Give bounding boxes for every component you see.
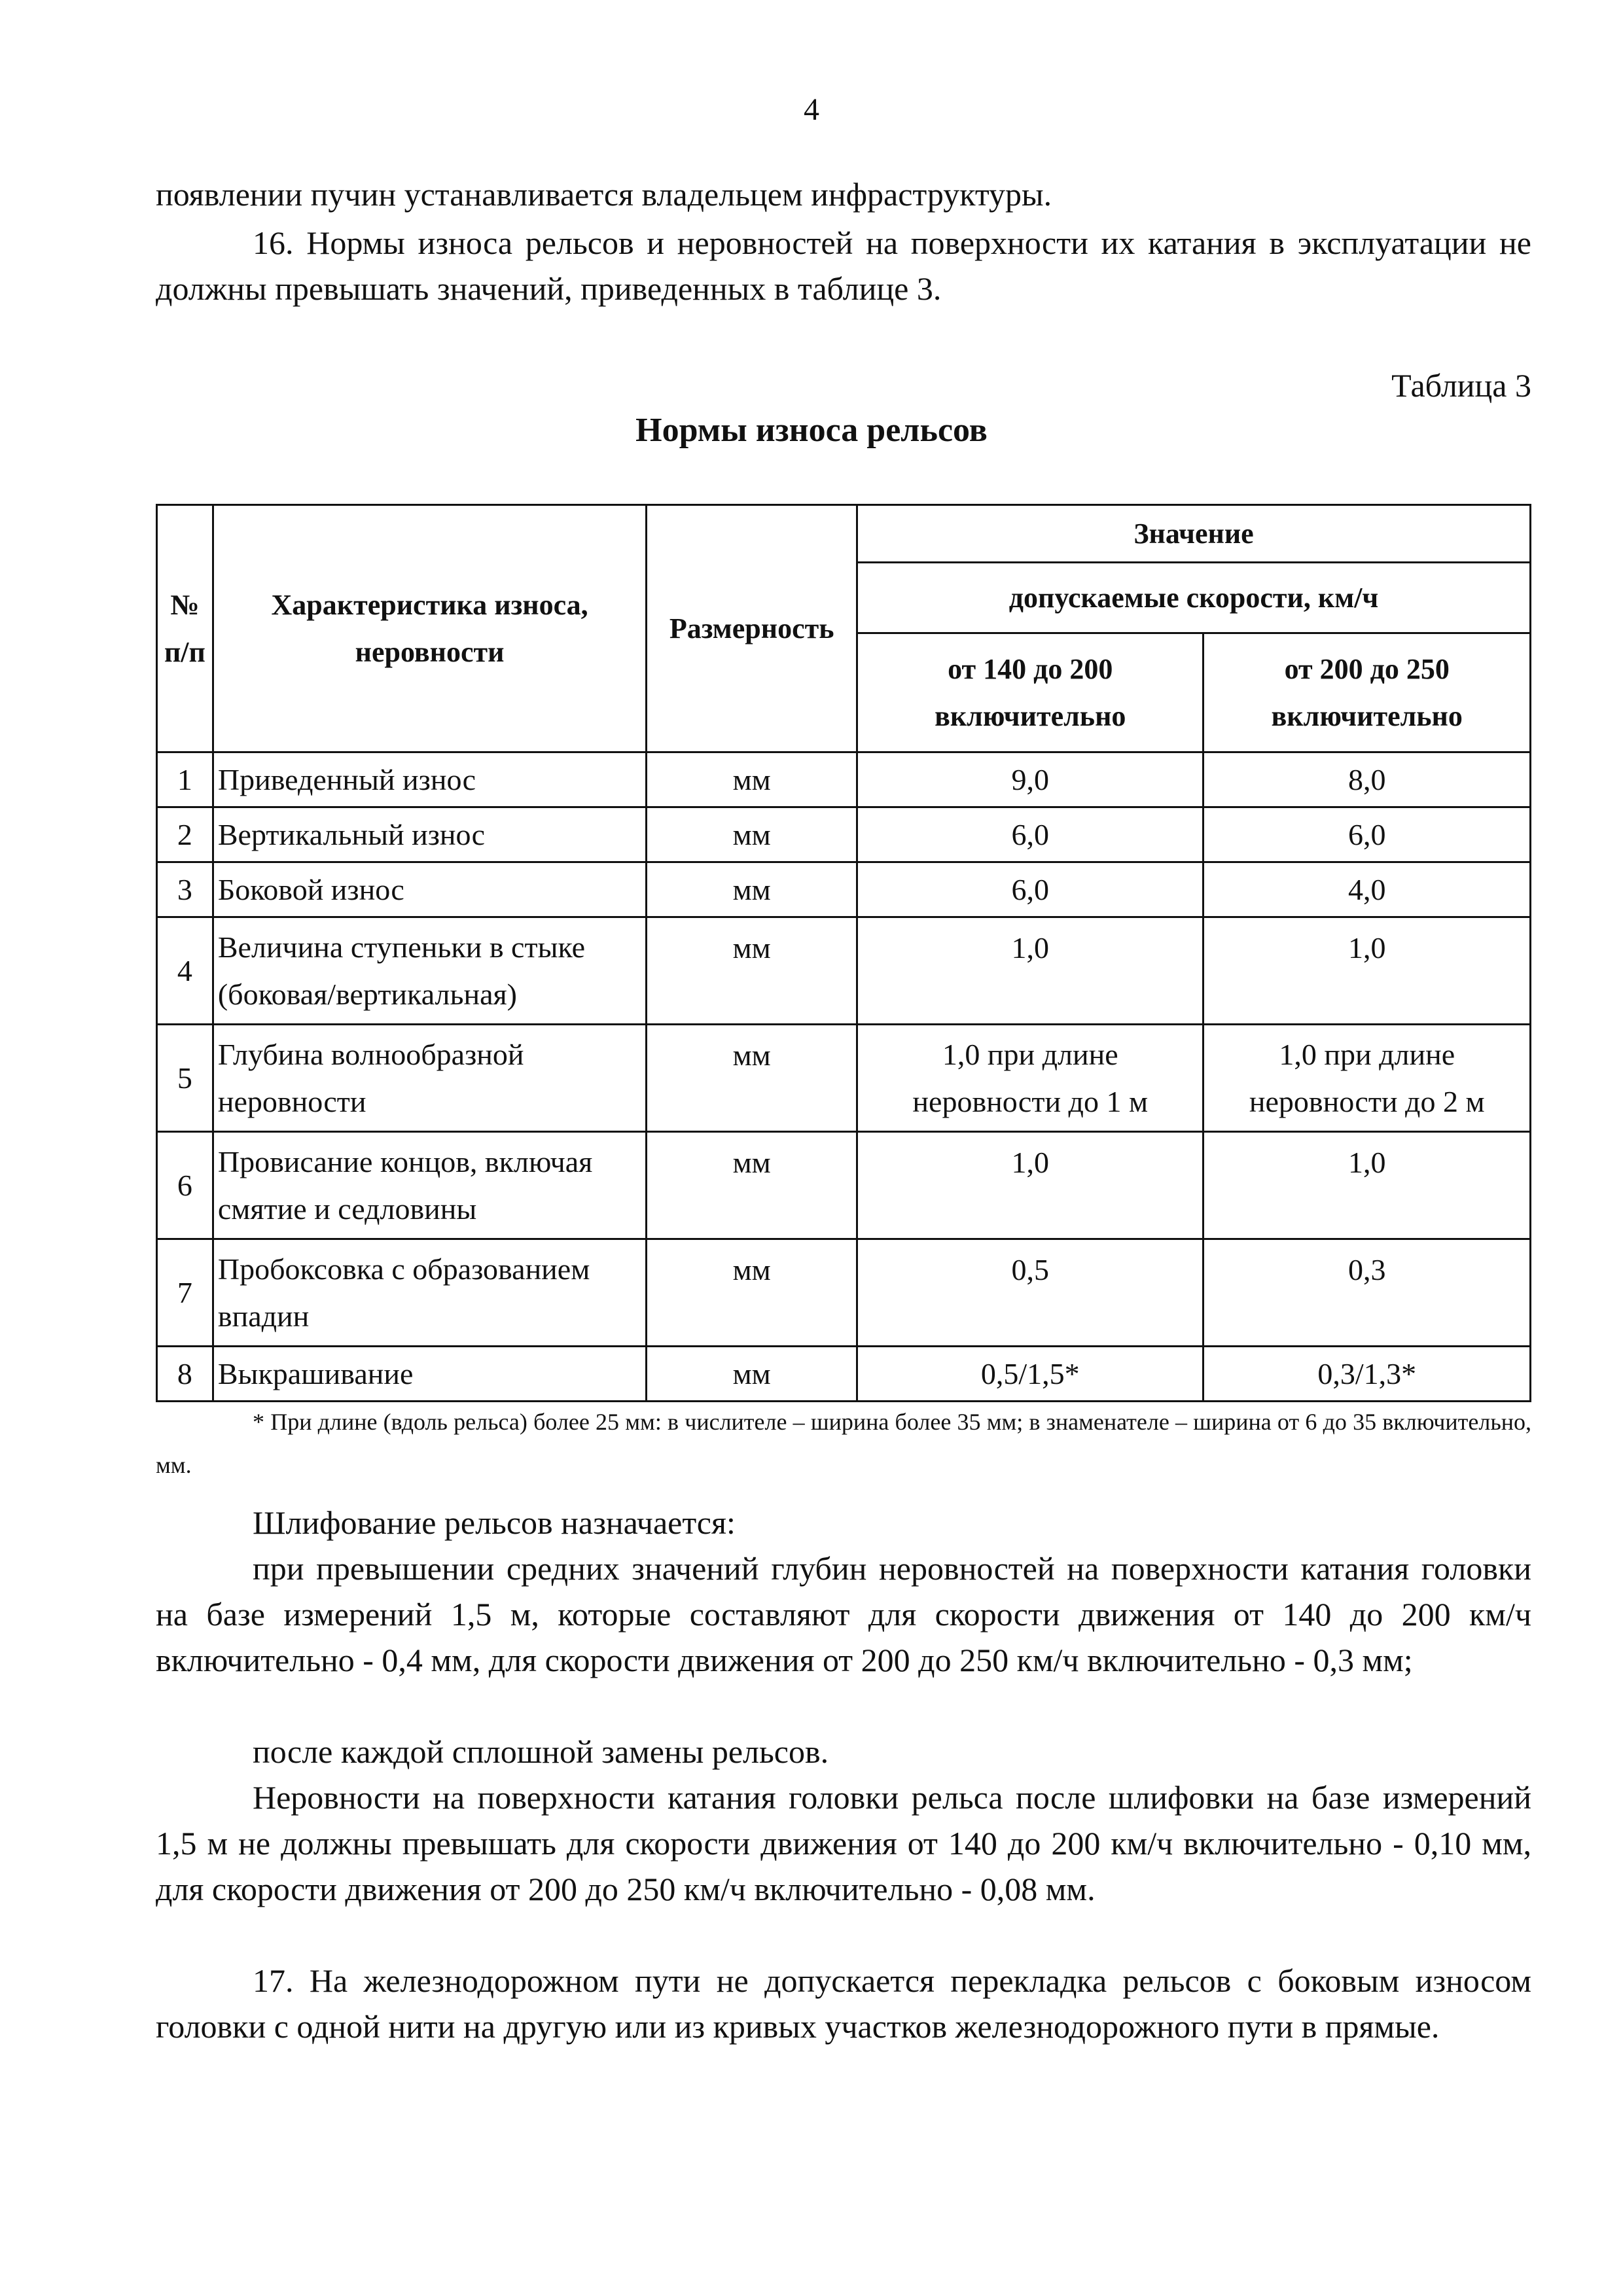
row-value-200-250: 0,3 [1204, 1239, 1531, 1347]
header-value: Значение [857, 505, 1531, 563]
row-characteristic: Выкрашивание [213, 1347, 646, 1402]
table-row [157, 1132, 1531, 1239]
row-characteristic: Приведенный износ [213, 752, 646, 807]
grinding-condition-2: после каждой сплошной замены рельсов. [253, 1733, 829, 1770]
header-speed-140-200: от 140 до 200 включительно [857, 633, 1204, 752]
row-num: 3 [157, 862, 213, 917]
row-value-140-200: 6,0 [857, 862, 1204, 917]
row-value-200-250: 8,0 [1204, 752, 1531, 807]
row-value-200-250: 4,0 [1204, 862, 1531, 917]
row-value-200-250: 6,0 [1204, 807, 1531, 862]
row-value-200-250: 1,0 [1204, 917, 1531, 1025]
row-unit: мм [647, 1347, 857, 1402]
row-unit: мм [647, 1025, 857, 1132]
page-number: 4 [804, 92, 819, 127]
table-header-row [157, 505, 1531, 563]
paragraph-16: 16. Нормы износа рельсов и неровностей на поверхности их катания в эксплуатации не должны превышать значений, приведенных в таблице 3. [156, 224, 1531, 307]
after-grinding-paragraph: Неровности на поверхности катания головки рельса после шлифовки на базе измерений 1,5 м не должны превышать для скорости движения от 140 до 200 км/ч включительно - 0,10 мм, для скорости движения от 200 до 250 км/ч включительно - 0,08 мм. [156, 1779, 1531, 1907]
header-speed-200-250: от 200 до 250 включительно [1204, 633, 1531, 752]
row-value-200-250: 0,3/1,3* [1204, 1347, 1531, 1402]
table-title: Нормы износа рельсов [635, 412, 988, 449]
row-value-200-250: 1,0 [1204, 1132, 1531, 1239]
table-footnote: * При длине (вдоль рельса) более 25 мм: в числителе – ширина более 35 мм; в знаменателе – ширина от 6 до 35 включительно, мм. [156, 1409, 1531, 1478]
header-num: № п/п [157, 505, 213, 752]
row-value-140-200: 0,5 [857, 1239, 1204, 1347]
table-row [157, 917, 1531, 1025]
row-value-200-250: 1,0 при длине неровности до 2 м [1204, 1025, 1531, 1132]
row-value-140-200: 6,0 [857, 807, 1204, 862]
row-characteristic: Вертикальный износ [213, 807, 646, 862]
header-speeds: допускаемые скорости, км/ч [857, 563, 1531, 633]
header-characteristic: Характеристика износа, неровности [213, 505, 646, 752]
row-num: 6 [157, 1132, 213, 1239]
row-unit: мм [647, 917, 857, 1025]
table-row [157, 1347, 1531, 1402]
row-unit: мм [647, 807, 857, 862]
row-characteristic: Величина ступеньки в стыке (боковая/вертикальная) [213, 917, 646, 1025]
row-characteristic: Пробоксовка с образованием впадин [213, 1239, 646, 1347]
row-characteristic: Боковой износ [213, 862, 646, 917]
intro-line: появлении пучин устанавливается владельцем инфраструктуры. [156, 176, 1052, 213]
row-value-140-200: 0,5/1,5* [857, 1347, 1204, 1402]
table-label: Таблица 3 [1391, 367, 1531, 404]
table-row [157, 752, 1531, 807]
row-unit: мм [647, 1132, 857, 1239]
row-num: 1 [157, 752, 213, 807]
row-value-140-200: 1,0 [857, 917, 1204, 1025]
table-row [157, 1025, 1531, 1132]
row-value-140-200: 9,0 [857, 752, 1204, 807]
row-num: 2 [157, 807, 213, 862]
row-value-140-200: 1,0 [857, 1132, 1204, 1239]
row-characteristic: Глубина волнообразной неровности [213, 1025, 646, 1132]
row-characteristic: Провисание концов, включая смятие и седловины [213, 1132, 646, 1239]
row-unit: мм [647, 752, 857, 807]
row-num: 8 [157, 1347, 213, 1402]
row-num: 7 [157, 1239, 213, 1347]
row-num: 4 [157, 917, 213, 1025]
row-value-140-200: 1,0 при длине неровности до 1 м [857, 1025, 1204, 1132]
row-unit: мм [647, 862, 857, 917]
header-unit: Размерность [647, 505, 857, 752]
wear-norms-table [156, 504, 1531, 1402]
row-num: 5 [157, 1025, 213, 1132]
table-row [157, 862, 1531, 917]
grinding-intro: Шлифование рельсов назначается: [253, 1504, 736, 1541]
grinding-condition-1: при превышении средних значений глубин неровностей на поверхности катания головки на базе измерений 1,5 м, которые составляют для скорости движения от 140 до 200 км/ч включительно - 0,4 мм, для скорости движения от 200 до 250 км/ч включительно - 0,3 мм; [156, 1550, 1531, 1678]
table-row [157, 1239, 1531, 1347]
paragraph-17: 17. На железнодорожном пути не допускается перекладка рельсов с боковым износом головки с одной нити на другую или из кривых участков железнодорожного пути в прямые. [156, 1962, 1531, 2045]
row-unit: мм [647, 1239, 857, 1347]
table-row [157, 807, 1531, 862]
